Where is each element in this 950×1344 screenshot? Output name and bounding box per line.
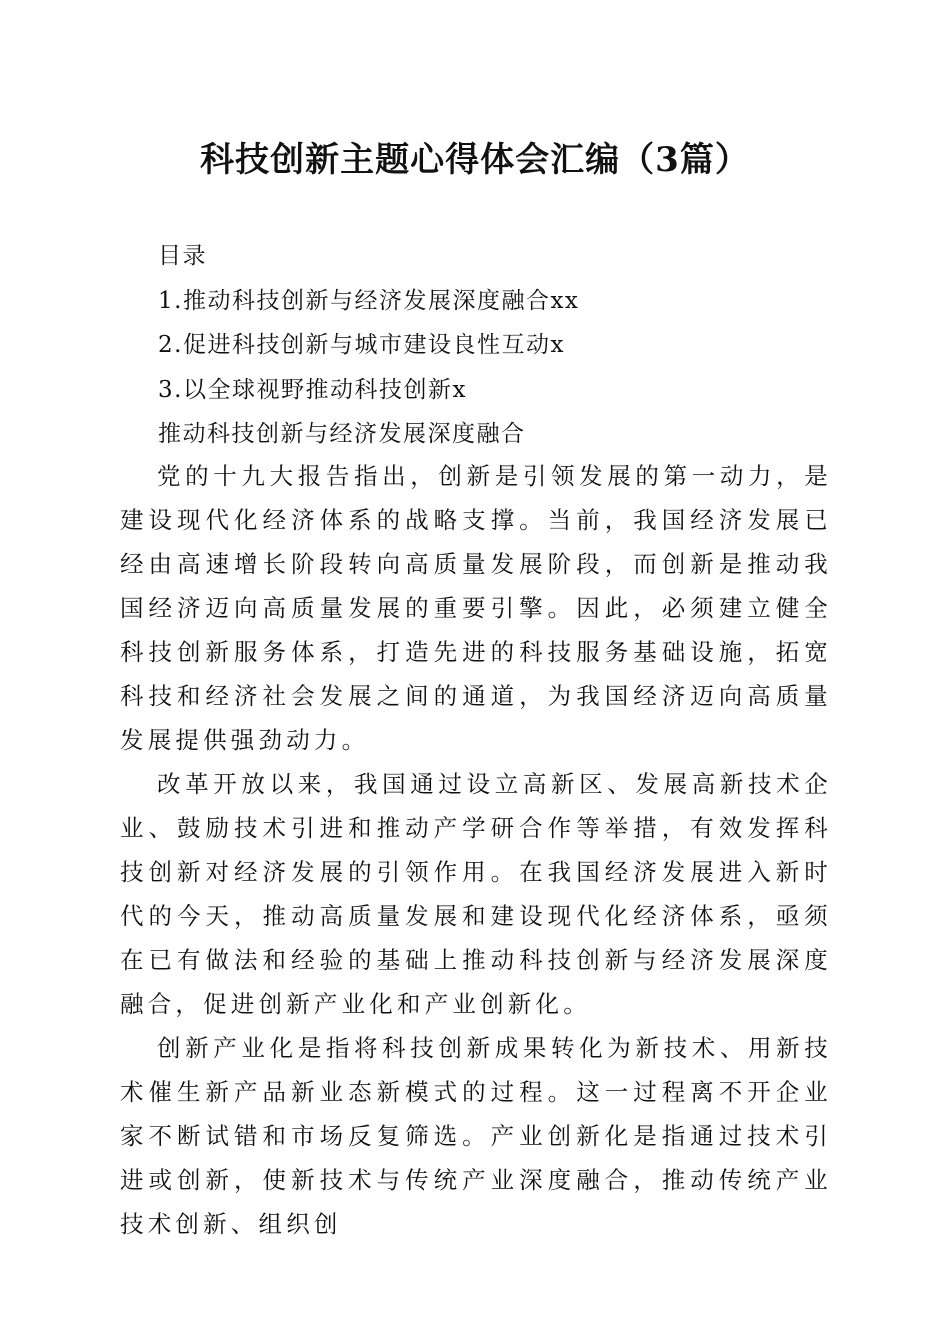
table-of-contents	[158, 234, 858, 457]
body-paragraph: 党的十九大报告指出，创新是引领发展的第一动力，是建设现代化经济体系的战略支撑。当前，我国经济发展已经由高速增长阶段转向高质量发展阶段，而创新是推动我国经济迈向高质量发展的重要引擎。因此，必须建立健全科技创新服务体系，打造先进的科技服务基础设施，拓宽科技和经济社会发展之间的通道，为我国经济迈向高质量发展提供强劲动力。	[120, 462, 832, 754]
section-title: 推动科技创新与经济发展深度融合	[158, 421, 526, 447]
toc-item: 3.以全球视野推动科技创新x	[158, 376, 467, 403]
body-paragraph: 创新产业化是指将科技创新成果转化为新技术、用新技术催生新产品新业态新模式的过程。这一过程离不开企业家不断试错和市场反复筛选。产业创新化是指通过技术引进或创新，使新技术与传统产业深度融合，推动传统产业技术创新、组织创	[120, 1034, 832, 1238]
document-title: 科技创新主题心得体会汇编（3篇）	[200, 140, 750, 180]
article-body	[120, 454, 832, 1246]
toc-heading: 目录	[158, 243, 207, 269]
body-paragraph: 改革开放以来，我国通过设立高新区、发展高新技术企业、鼓励技术引进和推动产学研合作等举措，有效发挥科技创新对经济发展的引领作用。在我国经济发展进入新时代的今天，推动高质量发展和建设现代化经济体系，亟须在已有做法和经验的基础上推动科技创新与经济发展深度融合，促进创新产业化和产业创新化。	[120, 770, 832, 1018]
toc-item: 2.促进科技创新与城市建设良性互动x	[158, 332, 565, 358]
toc-item: 1.推动科技创新与经济发展深度融合xx	[158, 287, 580, 314]
